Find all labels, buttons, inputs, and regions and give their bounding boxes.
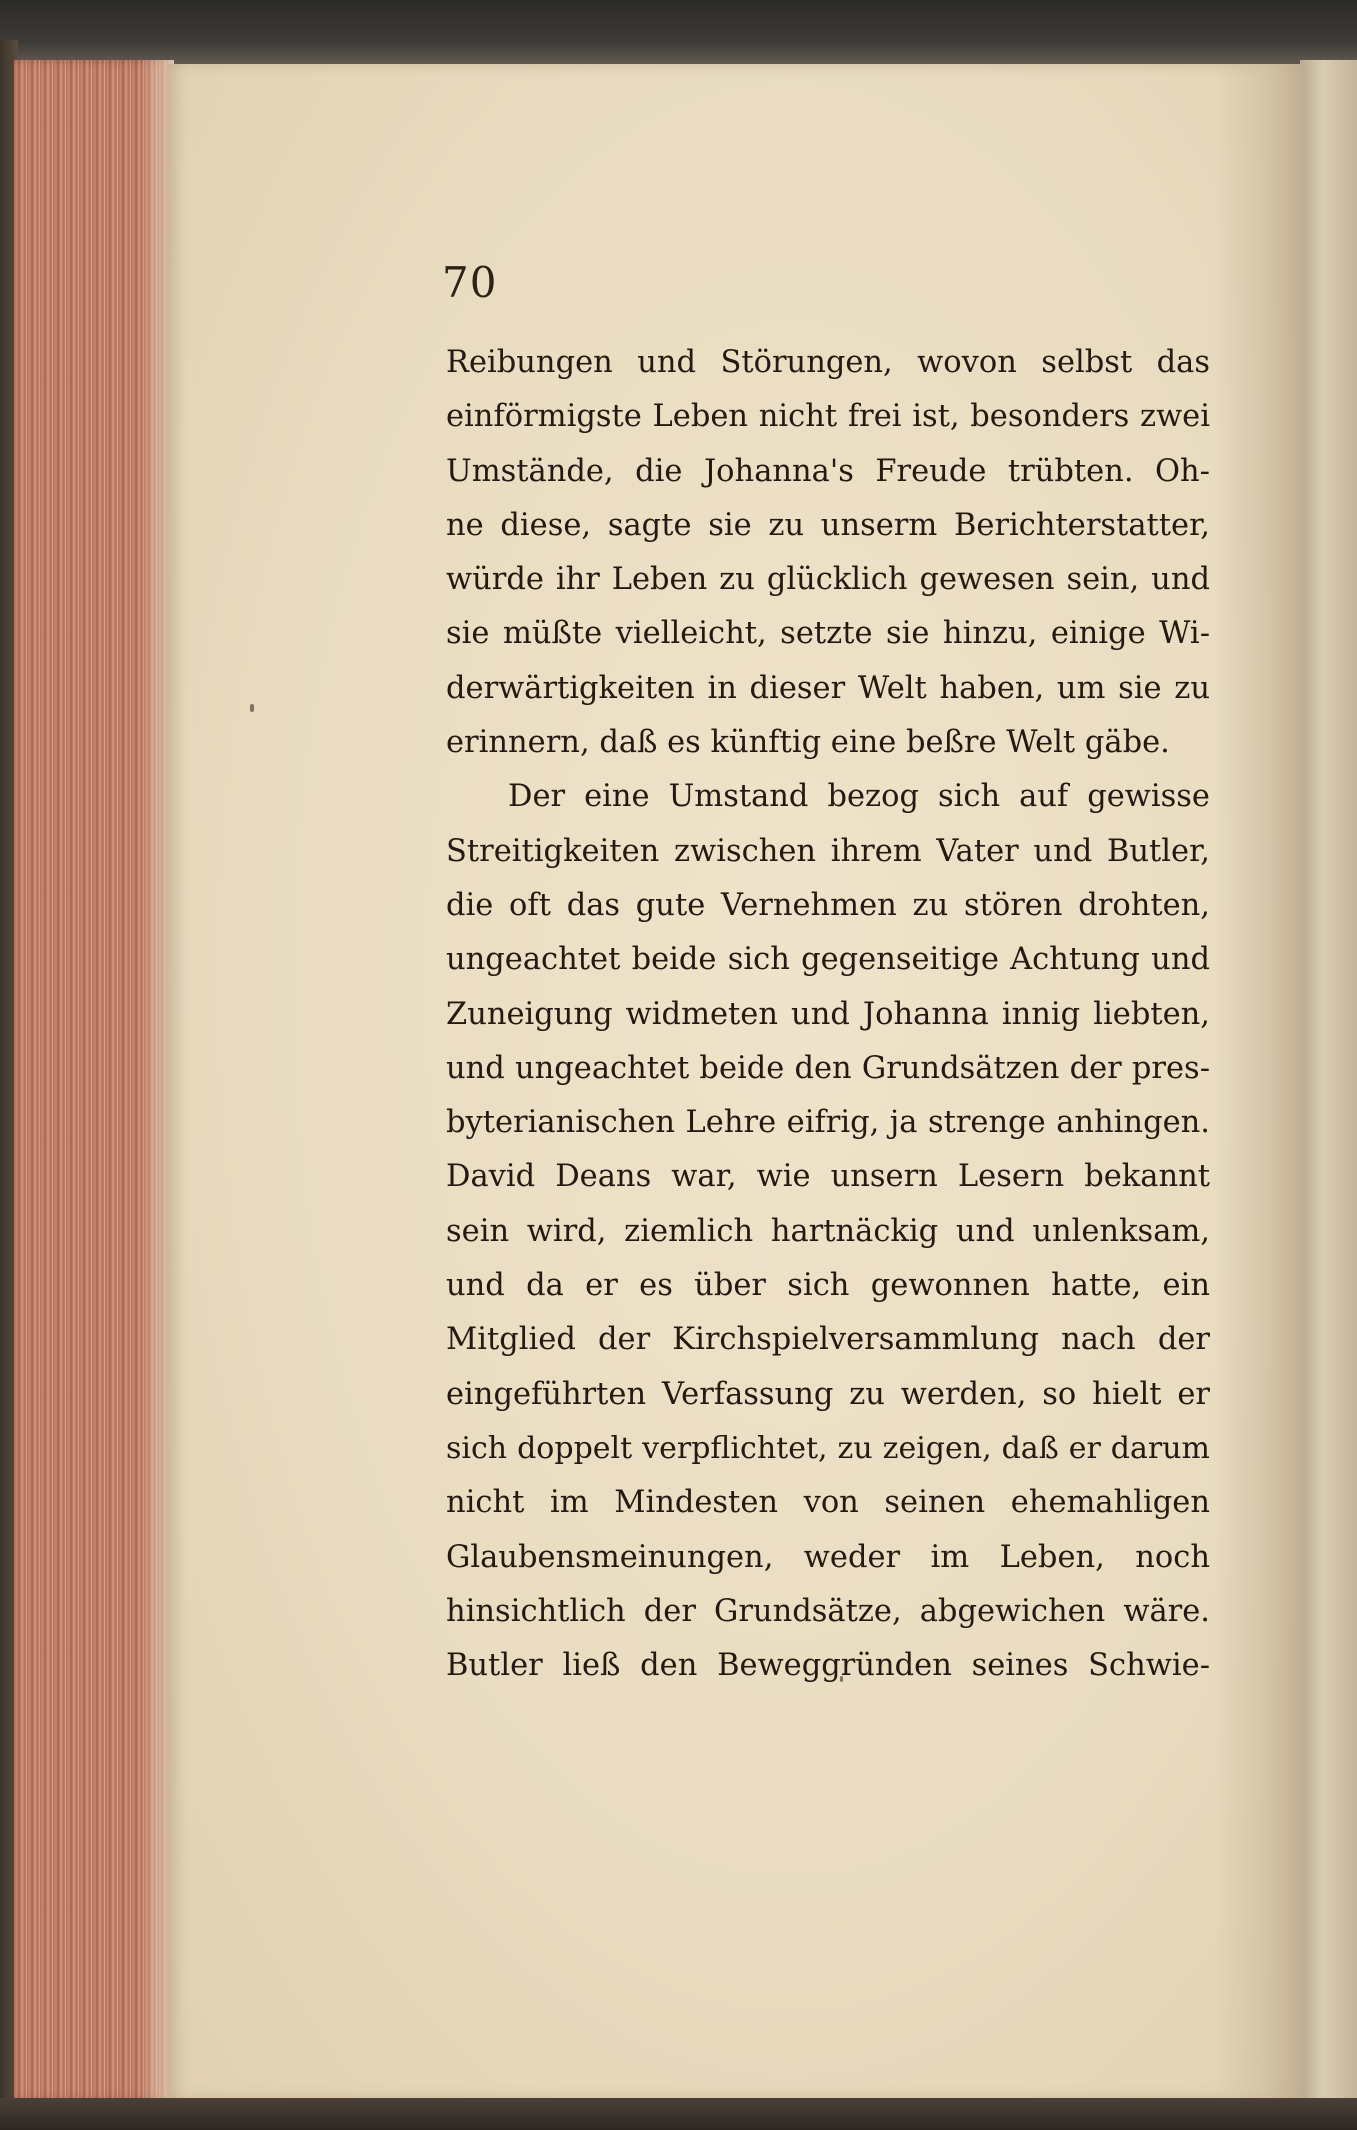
book-cover-right (1300, 60, 1357, 2100)
text-line: ne diese, sagte sie zu unserm Berichterstatter, (446, 507, 1210, 543)
text-line: Glaubensmeinungen, weder im Leben, noch (446, 1539, 1210, 1575)
page-number: 70 (442, 258, 498, 307)
text-line: und ungeachtet beide den Grundsätzen der pres- (446, 1050, 1210, 1086)
text-line: byterianischen Lehre eifrig, ja strenge anhingen. (446, 1105, 1210, 1141)
text-line: Mitglied der Kirchspielversammlung nach der (446, 1322, 1210, 1358)
text-line: hinsichtlich der Grundsätze, abgewichen wäre. (446, 1593, 1210, 1629)
paper-speck (250, 704, 254, 712)
text-line: nicht im Mindesten von seinen ehemahligen (446, 1485, 1210, 1521)
text-line: sich doppelt verpflichtet, zu zeigen, daß er darum (446, 1430, 1210, 1466)
text-line: eingeführten Verfassung zu werden, so hielt er (446, 1376, 1210, 1412)
text-line: erinnern, daß es künftig eine beßre Welt gäbe. (446, 725, 1170, 761)
book-top-edge (0, 0, 1357, 70)
text-line: Der eine Umstand bezog sich auf gewisse (508, 779, 1210, 815)
text-line: Butler ließ den Beweggründen seines Schwie- (446, 1648, 1210, 1684)
text-line: Reibungen und Störungen, wovon selbst das (446, 345, 1210, 380)
text-line: Zuneigung widmeten und Johanna innig liebten, (446, 996, 1210, 1032)
body-text (446, 336, 1210, 1693)
text-line: Streitigkeiten zwischen ihrem Vater und Butler, (446, 833, 1210, 869)
gutter-shadow (1213, 64, 1303, 2099)
text-line: würde ihr Leben zu glücklich gewesen sein, und (446, 562, 1210, 598)
text-line: die oft das gute Vernehmen zu stören drohten, (446, 887, 1210, 923)
page-edges (14, 60, 174, 2100)
text-line: derwärtigkeiten in dieser Welt haben, um sie zu (446, 670, 1210, 706)
text-line: und da er es über sich gewonnen hatte, ein (446, 1268, 1210, 1304)
text-line: einförmigste Leben nicht frei ist, besonders zwei (446, 399, 1210, 435)
text-line: sie müßte vielleicht, setzte sie hinzu, einige Wi- (446, 616, 1210, 652)
text-line: ungeachtet beide sich gegenseitige Achtung und (446, 942, 1210, 978)
text-line: David Deans war, wie unsern Lesern bekannt (446, 1159, 1210, 1195)
book-bottom-edge (0, 2098, 1357, 2130)
text-line: sein wird, ziemlich hartnäckig und unlenksam, (446, 1213, 1210, 1249)
text-line: Umstände, die Johanna's Freude trübten. Oh- (446, 453, 1210, 489)
